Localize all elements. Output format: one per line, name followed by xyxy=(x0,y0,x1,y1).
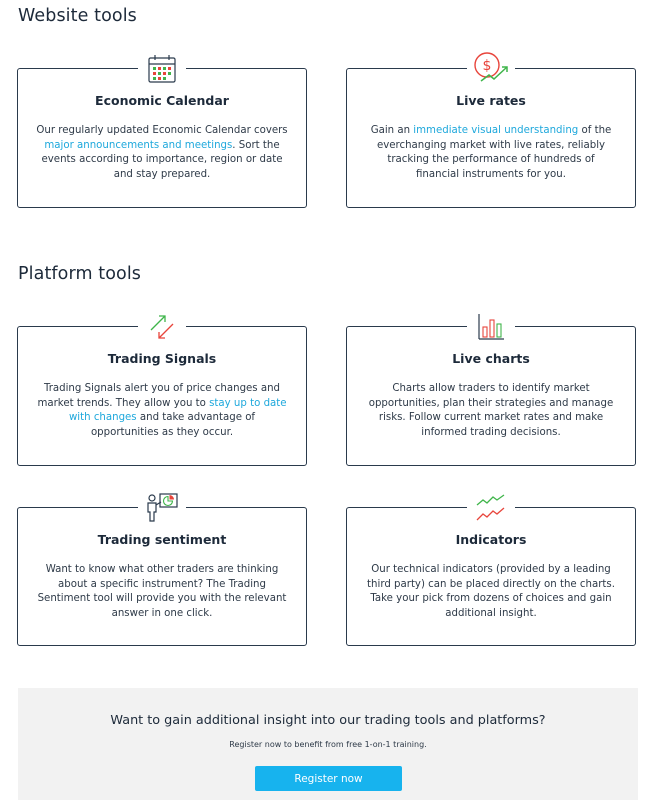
card-trading-sentiment[interactable] xyxy=(17,507,307,646)
register-button[interactable]: Register now xyxy=(255,766,402,791)
card-title: Trading sentiment xyxy=(97,532,227,547)
cta-banner xyxy=(18,688,638,800)
card-trading-signals[interactable] xyxy=(17,326,307,466)
card-description: Gain an immediate visual understanding of the everchanging market with live rates, reliably tracking the performance of hundreds of financial instruments for you. xyxy=(370,125,612,180)
card-description: Our technical indicators (provided by a leading third party) can be placed directly on the charts. Take your pick from dozens of choices and gain additional insight. xyxy=(367,564,615,619)
card-title: Indicators xyxy=(455,532,527,547)
section-title-platform-tools: Platform tools xyxy=(18,264,142,284)
card-live-rates[interactable] xyxy=(346,58,636,208)
presenter-icon xyxy=(138,492,186,524)
card-link[interactable]: major announcements and meetings xyxy=(44,139,233,151)
card-link[interactable]: immediate visual understanding xyxy=(413,125,579,136)
card-link[interactable]: stay up to date with changes xyxy=(68,397,287,424)
bar-chart-icon xyxy=(467,311,515,343)
dollar-rates-icon xyxy=(467,49,515,89)
card-description: Our regularly updated Economic Calendar covers major announcements and meetings. Sort the events according to importance, region or date and stay prepared. xyxy=(36,125,288,180)
card-title: Live rates xyxy=(456,93,526,108)
svg-text:$: $ xyxy=(482,58,492,74)
calendar-icon xyxy=(138,53,186,85)
card-indicators[interactable] xyxy=(346,507,636,646)
trend-lines-icon xyxy=(467,492,515,524)
card-live-charts[interactable] xyxy=(346,326,636,466)
card-description: Trading Signals alert you of price changes and market trends. They allow you to stay up to date with changes and take advantage of opportunities as they occur. xyxy=(37,383,287,438)
card-title: Live charts xyxy=(452,351,530,366)
card-description: Charts allow traders to identify market opportunities, plan their strategies and manage risks. Follow current market rates and make informed trading decisions. xyxy=(368,383,614,438)
cta-subtext: Register now to benefit from free 1-on-1 training. xyxy=(229,740,427,749)
card-description: Want to know what other traders are thinking about a specific instrument? The Trading Sentiment tool will provide you with the relevant answer in one click. xyxy=(37,564,287,619)
arrows-icon xyxy=(138,311,186,343)
section-title-website-tools: Website tools xyxy=(18,6,137,26)
card-title: Trading Signals xyxy=(107,351,217,366)
card-economic-calendar[interactable] xyxy=(17,68,307,208)
card-title: Economic Calendar xyxy=(95,93,229,108)
cta-heading: Want to gain additional insight into our trading tools and platforms? xyxy=(110,713,546,728)
